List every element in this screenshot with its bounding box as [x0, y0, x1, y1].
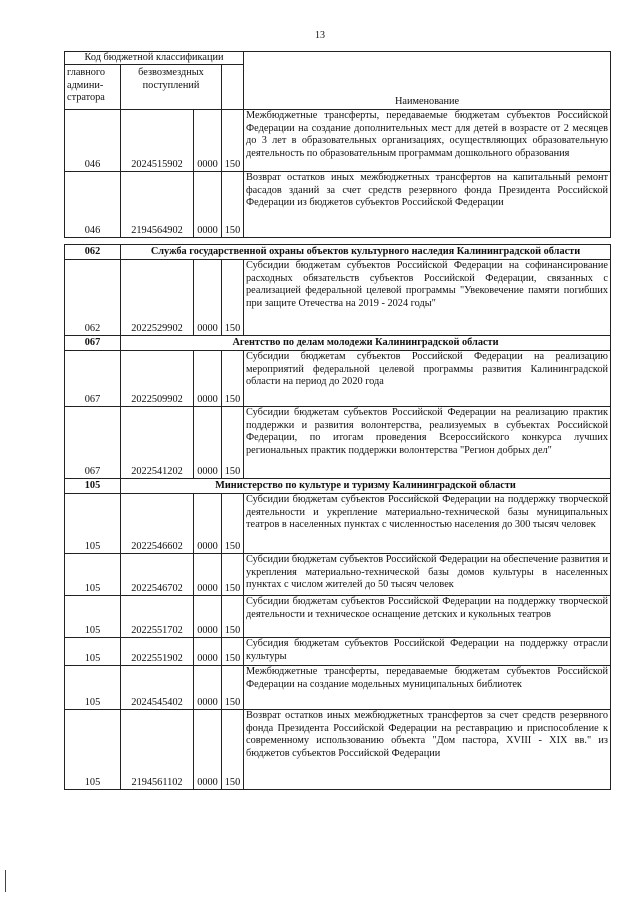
revenue-code-cell: 2022551902 — [121, 638, 194, 666]
kind-code-cell: 150 — [222, 596, 244, 638]
kind-code-cell: 150 — [222, 554, 244, 596]
admin-code-cell: 105 — [65, 710, 121, 790]
admin-code-cell: 062 — [65, 260, 121, 336]
revenue-code-cell: 2022541202 — [121, 407, 194, 479]
subcode-cell: 0000 — [194, 172, 222, 238]
subcode-cell: 0000 — [194, 666, 222, 710]
section-admin-code: 105 — [65, 479, 121, 494]
header-empty-cell — [222, 65, 244, 110]
section-title: Агентство по делам молодежи Калининградской области — [121, 336, 611, 351]
spacer-cell — [65, 238, 611, 245]
kind-code-cell: 150 — [222, 407, 244, 479]
subcode-cell: 0000 — [194, 596, 222, 638]
admin-code-cell: 105 — [65, 638, 121, 666]
description-cell: Субсидия бюджетам субъектов Российской Федерации на поддержку отрасли культуры — [244, 638, 611, 666]
table-row — [65, 260, 611, 336]
page-number: 13 — [315, 30, 325, 41]
subcode-cell: 0000 — [194, 638, 222, 666]
description-cell: Субсидии бюджетам субъектов Российской Федерации на реализацию мероприятий федеральной целевой программы развития Калининградской области на период до 2020 года — [244, 351, 611, 407]
table-row — [65, 666, 611, 710]
admin-code-cell: 067 — [65, 351, 121, 407]
header-budget-code-group: Код бюджетной классификации — [65, 52, 244, 65]
subcode-cell: 0000 — [194, 494, 222, 554]
table-row — [65, 407, 611, 479]
kind-code-cell: 150 — [222, 494, 244, 554]
revenue-code-cell: 2024515902 — [121, 110, 194, 172]
admin-code-cell: 105 — [65, 596, 121, 638]
table-row — [65, 554, 611, 596]
section-header-row — [65, 245, 611, 260]
kind-code-cell: 150 — [222, 172, 244, 238]
description-cell: Субсидии бюджетам субъектов Российской Федерации на поддержку творческой деятельности и техническое оснащение детских и кукольных театров — [244, 596, 611, 638]
admin-code-cell: 105 — [65, 666, 121, 710]
subcode-cell: 0000 — [194, 554, 222, 596]
kind-code-cell: 150 — [222, 351, 244, 407]
budget-classification-table — [64, 51, 611, 790]
revenue-code-cell: 2024545402 — [121, 666, 194, 710]
revenue-code-cell: 2194564902 — [121, 172, 194, 238]
revenue-code-cell: 2194561102 — [121, 710, 194, 790]
kind-code-cell: 150 — [222, 710, 244, 790]
description-cell: Возврат остатков иных межбюджетных трансфертов за счет средств резервного фонда Президента Российской Федерации на реставрацию и приспособление к современному использованию объекта "Дом пастора, XVIII - XIX вв." из бюджетов субъектов Российской Федерации — [244, 710, 611, 790]
subcode-cell: 0000 — [194, 351, 222, 407]
description-cell: Субсидии бюджетам субъектов Российской Федерации на софинансирование расходных обязательств субъектов Российской Федерации, связанных с реализацией федеральной целевой программы "Увековечение памяти погибших при защите Отечества на 2019 - 2024 годы" — [244, 260, 611, 336]
admin-code-cell: 105 — [65, 554, 121, 596]
table-row — [65, 351, 611, 407]
revenue-code-cell: 2022546702 — [121, 554, 194, 596]
description-cell: Межбюджетные трансферты, передаваемые бюджетам субъектов Российской Федерации на создание модельных муниципальных библиотек — [244, 666, 611, 710]
description-cell: Субсидии бюджетам субъектов Российской Федерации на обеспечение развития и укрепления материально-технической базы домов культуры в населенных пунктах с числом жителей до 50 тысяч человек — [244, 554, 611, 596]
table-row — [65, 710, 611, 790]
spacer-row — [65, 238, 611, 245]
subcode-cell: 0000 — [194, 260, 222, 336]
table-row — [65, 596, 611, 638]
margin-mark — [5, 870, 6, 892]
admin-code-cell: 046 — [65, 110, 121, 172]
admin-code-cell: 105 — [65, 494, 121, 554]
header-name: Наименование — [244, 52, 611, 110]
table-row — [65, 110, 611, 172]
revenue-code-cell: 2022509902 — [121, 351, 194, 407]
kind-code-cell: 150 — [222, 110, 244, 172]
table-row — [65, 172, 611, 238]
kind-code-cell: 150 — [222, 260, 244, 336]
subcode-cell: 0000 — [194, 110, 222, 172]
description-cell: Субсидии бюджетам субъектов Российской Федерации на поддержку творческой деятельности и укрепление материально-технической базы муниципальных театров в населенных пунктах с численностью населения до 300 тысяч человек — [244, 494, 611, 554]
section-admin-code: 062 — [65, 245, 121, 260]
table-row — [65, 638, 611, 666]
revenue-code-cell: 2022551702 — [121, 596, 194, 638]
header-revenue: безвозмездных поступлений — [121, 65, 222, 110]
description-cell: Межбюджетные трансферты, передаваемые бюджетам субъектов Российской Федерации на создание дополнительных мест для детей в возрасте от 2 месяцев до 3 лет в образовательных организациях, осуществляющих образовательную деятельность по образовательным программам дошкольного образования — [244, 110, 611, 172]
section-header-row — [65, 336, 611, 351]
admin-code-cell: 046 — [65, 172, 121, 238]
section-admin-code: 067 — [65, 336, 121, 351]
subcode-cell: 0000 — [194, 710, 222, 790]
table-row — [65, 494, 611, 554]
section-title: Министерство по культуре и туризму Калининградской области — [121, 479, 611, 494]
table-body — [65, 110, 611, 790]
kind-code-cell: 150 — [222, 666, 244, 710]
header-admin: главного админи-стратора — [65, 65, 121, 110]
revenue-code-cell: 2022529902 — [121, 260, 194, 336]
revenue-code-cell: 2022546602 — [121, 494, 194, 554]
description-cell: Субсидии бюджетам субъектов Российской Федерации на реализацию практик поддержки и развития волонтерства, реализуемых в субъектах Российской Федерации, по итогам проведения Всероссийского конкурса лучших региональных практик поддержки волонтерства "Регион добрых дел" — [244, 407, 611, 479]
section-header-row — [65, 479, 611, 494]
kind-code-cell: 150 — [222, 638, 244, 666]
section-title: Служба государственной охраны объектов культурного наследия Калининградской области — [121, 245, 611, 260]
description-cell: Возврат остатков иных межбюджетных трансфертов на капитальный ремонт фасадов зданий за счет средств резервного фонда Президента Российской Федерации из бюджетов субъектов Российской Федерации — [244, 172, 611, 238]
subcode-cell: 0000 — [194, 407, 222, 479]
admin-code-cell: 067 — [65, 407, 121, 479]
